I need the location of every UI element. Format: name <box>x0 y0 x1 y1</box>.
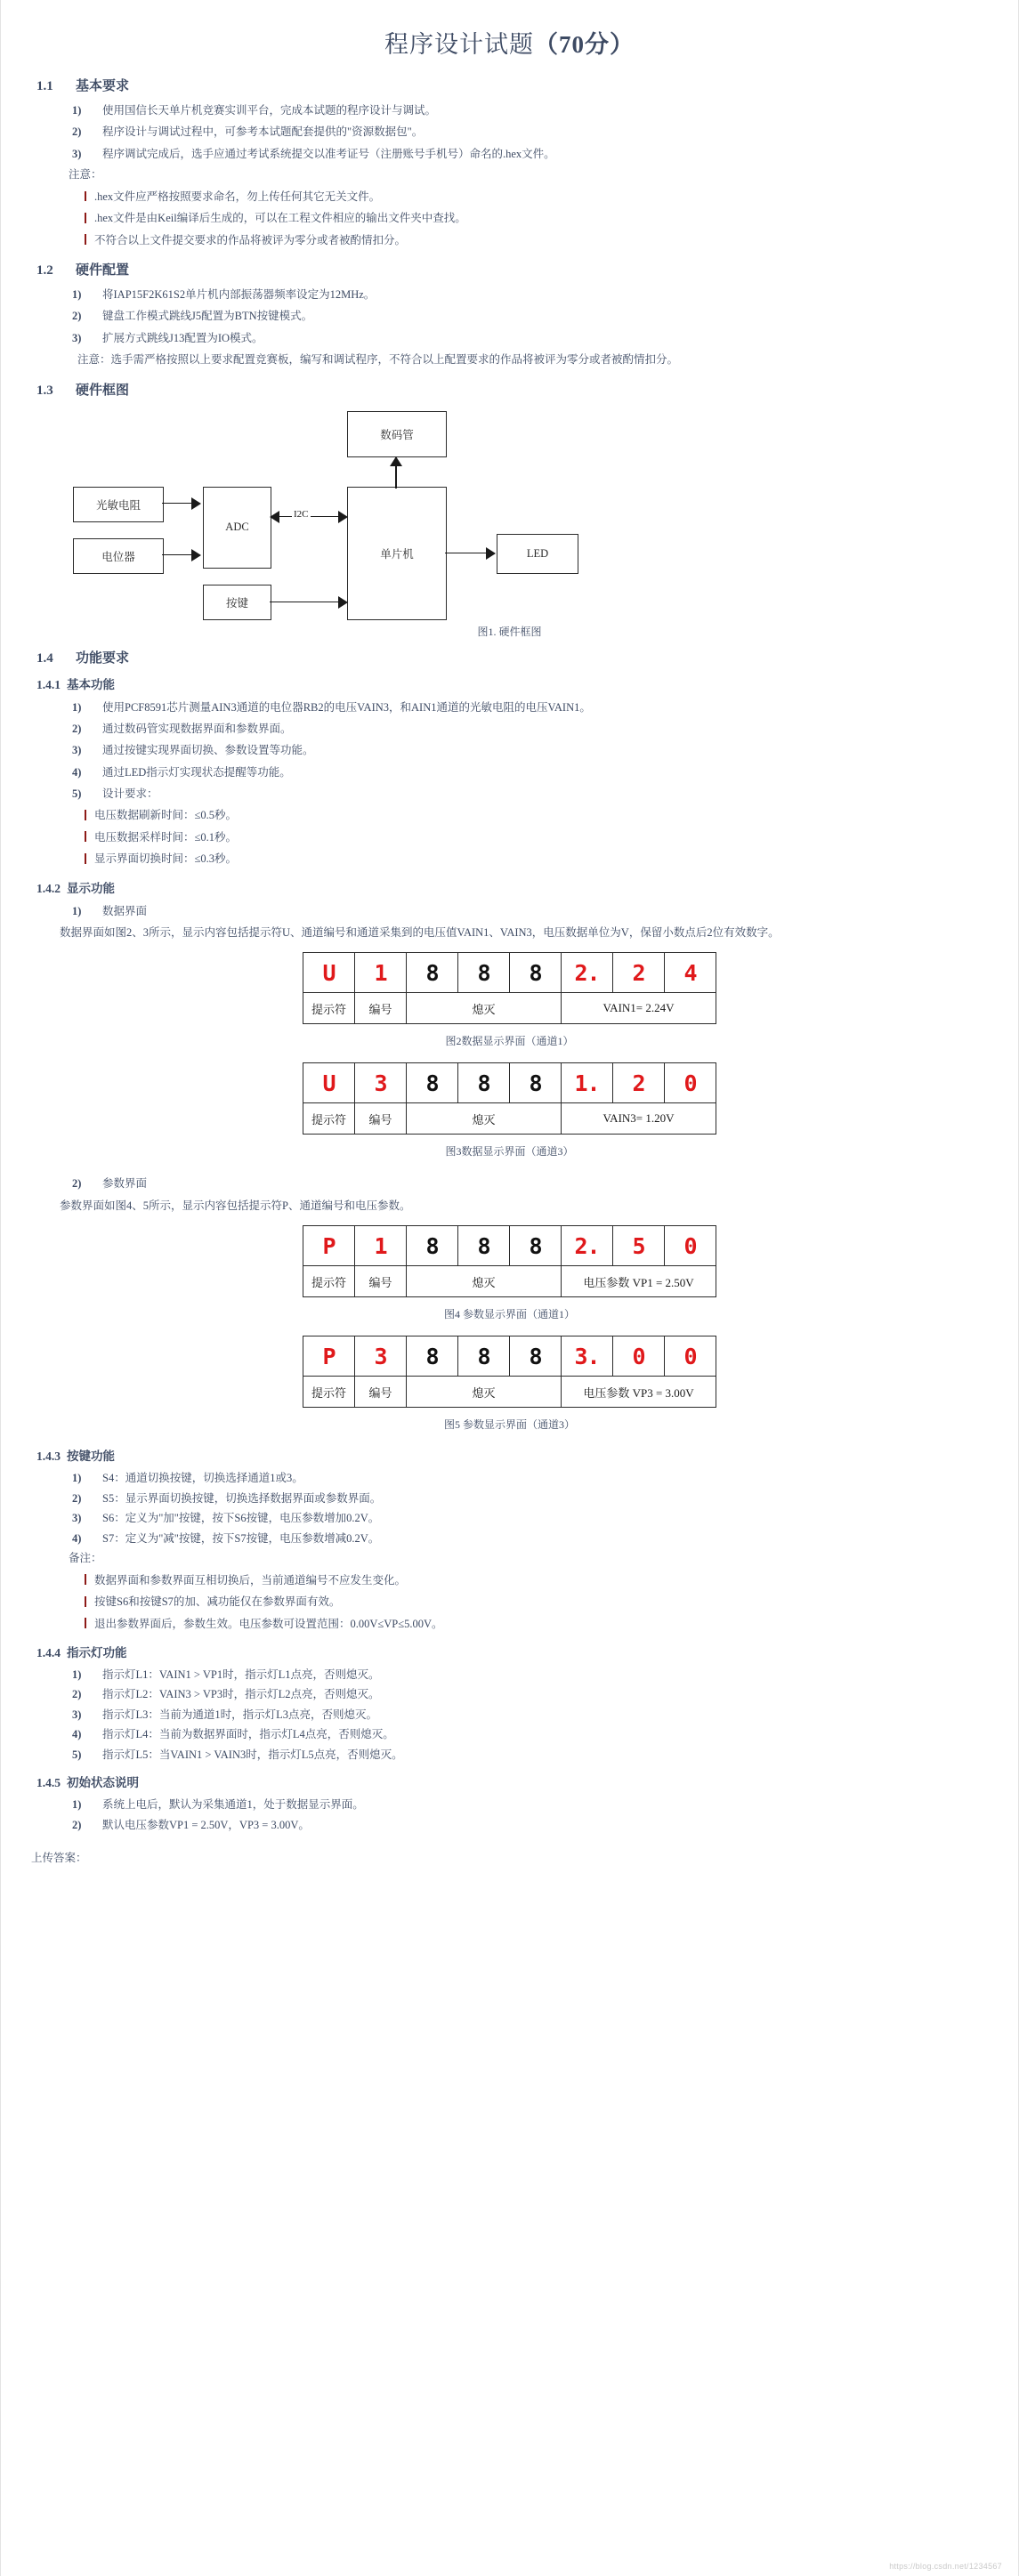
heading-1-4-1 <box>29 674 990 692</box>
seven-segment-table-fig3 <box>303 1062 716 1135</box>
list-1-4-3 <box>29 1468 990 1548</box>
list-text: 设计要求： <box>102 787 158 800</box>
segment-digit: 8 <box>510 1336 562 1377</box>
seven-segment-table-fig5 <box>303 1336 716 1408</box>
list-text: 系统上电后，默认为采集通道1，处于数据显示界面。 <box>102 1798 364 1812</box>
list-text: 指示灯L2：VAIN3 > VP3时，指示灯L2点亮，否则熄灭。 <box>102 1688 380 1701</box>
figure-1-caption: 图1. 硬件框图 <box>477 625 542 638</box>
heading-1-3 <box>29 380 990 399</box>
table-row <box>303 1266 716 1297</box>
list-item <box>72 1173 990 1194</box>
heading-1-4-4-number: 1.4.4 <box>36 1645 61 1659</box>
segment-digit: 5 <box>613 1226 665 1266</box>
list-item <box>72 1468 990 1489</box>
heading-1-4-number: 1.4 <box>36 650 53 666</box>
list-text: 键盘工作模式跳线J5配置为BTN按键模式。 <box>102 310 313 323</box>
segment-digit: 0 <box>665 1226 716 1266</box>
paragraph-param-screen: 参数界面如图4、5所示，显示内容包括提示符P、通道编号和电压参数。 <box>60 1199 411 1212</box>
figure-2-caption: 图2数据显示界面（通道1） <box>445 1035 574 1048</box>
list-text: S7：定义为"减"按键，按下S7按键，电压参数增减0.2V。 <box>102 1531 380 1545</box>
list-text: 扩展方式跳线J13配置为IO模式。 <box>102 331 263 344</box>
heading-1-4-3-text: 按键功能 <box>67 1450 115 1463</box>
list-item <box>72 1705 990 1725</box>
list-item <box>72 143 990 165</box>
note-label-1-1: 注意： <box>69 168 102 182</box>
figure-3-table-wrap <box>29 1062 990 1135</box>
list-text: 默认电压参数VP1 = 2.50V，VP3 = 3.00V。 <box>102 1818 310 1831</box>
list-text: 指示灯L1：VAIN1 > VP1时，指示灯L1点亮，否则熄灭。 <box>102 1668 380 1681</box>
page-title-main: 程序设计试题 <box>384 31 534 58</box>
segment-digit: 8 <box>407 1063 458 1103</box>
list-text: 使用国信长天单片机竞赛实训平台，完成本试题的程序设计与调试。 <box>102 104 437 117</box>
diagram-box-button-label: 按键 <box>225 596 248 610</box>
heading-1-4-2-text: 显示功能 <box>67 881 115 895</box>
list-1-4-4 <box>29 1665 990 1765</box>
figure-4-table-wrap <box>29 1225 990 1297</box>
segment-digit: 8 <box>407 1336 458 1377</box>
segment-digit: 0 <box>665 1063 716 1103</box>
bullet-item: .hex文件应严格按照要求命名，勿上传任何其它无关文件。 <box>85 186 990 207</box>
seven-segment-table-fig4 <box>303 1225 716 1297</box>
list-text: 通过数码管实现数据界面和参数界面。 <box>102 722 292 735</box>
segment-label: 电压参数 VP1 = 2.50V <box>562 1266 716 1297</box>
bullet-item: 电压数据刷新时间：≤0.5秒。 <box>85 804 990 826</box>
list-marker: 3) <box>72 744 82 757</box>
bullets-1-4-3 <box>29 1570 990 1635</box>
table-row <box>303 1063 716 1103</box>
list-item <box>72 1815 990 1836</box>
bullet-item: 电压数据采样时间：≤0.1秒。 <box>85 827 990 848</box>
table-row <box>303 1377 716 1408</box>
list-item <box>72 900 990 922</box>
list-text: S6：定义为"加"按键，按下S6按键，电压参数增加0.2V。 <box>102 1512 380 1524</box>
list-marker: 3) <box>72 147 82 160</box>
list-item <box>72 1665 990 1685</box>
diagram-box-led <box>497 534 578 574</box>
list-text: 使用PCF8591芯片测量AIN3通道的电位器RB2的电压VAIN3，和AIN1通道的光敏电阻的电压VAIN1。 <box>102 700 591 714</box>
list-item <box>72 718 990 739</box>
heading-1-4 <box>29 648 990 666</box>
bullet-item: 显示界面切换时间：≤0.3秒。 <box>85 848 990 869</box>
list-item <box>72 1745 990 1765</box>
figure-4-caption: 图4 参数显示界面（通道1） <box>443 1308 575 1320</box>
list-item <box>72 697 990 718</box>
diagram-connector <box>270 602 339 603</box>
list-item <box>72 1529 990 1549</box>
heading-1-4-3-number: 1.4.3 <box>36 1450 61 1463</box>
table-row <box>303 993 716 1024</box>
diagram-box-potentiometer-label: 电位器 <box>101 550 135 563</box>
list-text: 通过按键实现界面切换、参数设置等功能。 <box>102 744 314 757</box>
list-marker: 4) <box>72 765 82 779</box>
bullets-1-4-1 <box>29 804 990 869</box>
heading-1-3-text: 硬件框图 <box>76 383 130 398</box>
segment-label: 熄灭 <box>407 993 562 1024</box>
diagram-connector <box>162 554 193 556</box>
segment-digit: 2. <box>562 953 613 993</box>
segment-digit: 1 <box>355 1226 407 1266</box>
heading-1-2-number: 1.2 <box>36 263 53 278</box>
segment-digit: 2 <box>613 953 665 993</box>
heading-1-4-text: 功能要求 <box>76 650 130 666</box>
segment-label: 提示符 <box>303 993 355 1024</box>
list-marker: 1) <box>72 288 82 301</box>
diagram-arrow-icon <box>191 497 201 510</box>
segment-digit: 8 <box>407 1226 458 1266</box>
list-1-2 <box>29 284 990 349</box>
diagram-box-display <box>347 411 447 457</box>
segment-digit: 1. <box>562 1063 613 1103</box>
bullet-item: 不符合以上文件提交要求的作品将被评为零分或者被酌情扣分。 <box>85 230 990 251</box>
segment-digit: 2 <box>613 1063 665 1103</box>
segment-digit: 8 <box>458 1226 510 1266</box>
list-item <box>72 1684 990 1705</box>
list-item <box>72 739 990 761</box>
diagram-connector <box>162 503 193 505</box>
list-item <box>72 327 990 349</box>
segment-digit: P <box>303 1226 355 1266</box>
upload-answer-label: 上传答案： <box>31 1852 87 1865</box>
segment-label: VAIN1= 2.24V <box>562 993 716 1024</box>
list-1-1 <box>29 100 990 165</box>
segment-digit: 0 <box>665 1336 716 1377</box>
list-text: S4：通道切换按键，切换选择通道1或3。 <box>102 1472 303 1484</box>
segment-label: 电压参数 VP3 = 3.00V <box>562 1377 716 1408</box>
list-marker: 5) <box>72 1748 82 1761</box>
heading-1-2-text: 硬件配置 <box>76 263 130 278</box>
list-text: 数据界面 <box>102 904 148 917</box>
segment-label: 编号 <box>355 1103 407 1135</box>
list-1-4-2-b <box>29 1173 990 1194</box>
segment-digit: 8 <box>407 953 458 993</box>
table-row <box>303 953 716 993</box>
bullet-item: 数据界面和参数界面互相切换后，当前通道编号不应发生变化。 <box>85 1570 990 1591</box>
heading-1-4-4-text: 指示灯功能 <box>67 1645 127 1659</box>
diagram-box-button <box>203 585 271 620</box>
diagram-box-potentiometer <box>73 538 164 574</box>
list-marker: 2) <box>72 1177 82 1191</box>
diagram-arrow-icon <box>270 511 279 523</box>
segment-digit: 8 <box>458 1063 510 1103</box>
heading-1-4-5-text: 初始状态说明 <box>67 1776 139 1790</box>
list-marker: 1) <box>72 700 82 714</box>
list-item <box>72 1489 990 1509</box>
segment-digit: U <box>303 953 355 993</box>
segment-digit: 8 <box>510 1226 562 1266</box>
diagram-box-mcu <box>347 487 447 620</box>
heading-1-1-text: 基本要求 <box>76 79 130 93</box>
list-marker: 3) <box>72 331 82 344</box>
diagram-arrow-icon <box>390 456 402 466</box>
segment-digit: 4 <box>665 953 716 993</box>
diagram-connector <box>445 553 488 554</box>
diagram-box-mcu-label: 单片机 <box>380 547 414 561</box>
heading-1-3-number: 1.3 <box>36 383 53 398</box>
segment-digit: U <box>303 1063 355 1103</box>
segment-digit: 3 <box>355 1336 407 1377</box>
list-marker: 1) <box>72 1798 82 1812</box>
list-text: 通过LED指示灯实现状态提醒等功能。 <box>102 765 291 779</box>
heading-1-4-4 <box>29 1643 990 1660</box>
list-text: 指示灯L5：当VAIN1 > VAIN3时，指示灯L5点亮，否则熄灭。 <box>102 1748 403 1761</box>
list-marker: 3) <box>72 1512 82 1524</box>
list-marker: 2) <box>72 125 82 139</box>
list-item <box>72 1795 990 1815</box>
segment-digit: 3. <box>562 1336 613 1377</box>
list-marker: 2) <box>72 1818 82 1831</box>
diagram-box-photoresistor-label: 光敏电阻 <box>95 498 141 512</box>
heading-1-4-5-number: 1.4.5 <box>36 1776 61 1790</box>
segment-label: 提示符 <box>303 1377 355 1408</box>
segment-label: 提示符 <box>303 1266 355 1297</box>
list-marker: 2) <box>72 722 82 735</box>
list-marker: 1) <box>72 1668 82 1681</box>
segment-label: 熄灭 <box>407 1377 562 1408</box>
hardware-block-diagram <box>53 411 966 620</box>
list-1-4-2-a <box>29 900 990 922</box>
segment-digit: P <box>303 1336 355 1377</box>
list-item <box>72 1724 990 1745</box>
page-title-score: （70分） <box>534 31 635 58</box>
list-item <box>72 284 990 305</box>
diagram-bus-label: I2C <box>294 508 309 520</box>
segment-digit: 3 <box>355 1063 407 1103</box>
heading-1-4-2-number: 1.4.2 <box>36 881 61 895</box>
diagram-arrow-icon <box>338 596 348 609</box>
list-marker: 2) <box>72 1491 82 1505</box>
bullet-item: 按键S6和按键S7的加、减功能仅在参数界面有效。 <box>85 1591 990 1612</box>
list-marker: 4) <box>72 1531 82 1545</box>
diagram-box-adc-label: ADC <box>225 521 249 533</box>
page-title <box>29 25 990 60</box>
list-marker: 1) <box>72 1472 82 1484</box>
diagram-box-photoresistor <box>73 487 164 522</box>
bullets-1-1 <box>29 186 990 251</box>
diagram-box-led-label: LED <box>526 546 549 560</box>
segment-digit: 1 <box>355 953 407 993</box>
list-item <box>72 1508 990 1529</box>
note-1-2: 注意：选手需严格按照以上要求配置竞赛板，编写和调试程序，不符合以上配置要求的作品将被评为零分或者被酌情扣分。 <box>77 353 679 367</box>
list-marker: 1) <box>72 904 82 917</box>
list-1-4-5 <box>29 1795 990 1835</box>
figure-3-caption: 图3数据显示界面（通道3） <box>445 1145 574 1159</box>
bullet-item: 退出参数界面后，参数生效。电压参数可设置范围：0.00V≤VP≤5.00V。 <box>85 1613 990 1635</box>
segment-label: 熄灭 <box>407 1266 562 1297</box>
list-marker: 1) <box>72 104 82 117</box>
list-item <box>72 783 990 804</box>
heading-1-1-number: 1.1 <box>36 79 53 93</box>
diagram-box-display-label: 数码管 <box>380 428 414 441</box>
segment-digit: 0 <box>613 1336 665 1377</box>
figure-2-table-wrap <box>29 952 990 1024</box>
diagram-arrow-icon <box>486 547 496 560</box>
heading-1-4-1-number: 1.4.1 <box>36 677 61 691</box>
segment-label: 熄灭 <box>407 1103 562 1135</box>
paragraph-data-screen: 数据界面如图2、3所示，显示内容包括提示符U、通道编号和通道采集到的电压值VAIN1、VAIN3，电压数据单位为V，保留小数点后2位有效数字。 <box>60 925 780 939</box>
segment-digit: 8 <box>458 1336 510 1377</box>
seven-segment-table-fig2 <box>303 952 716 1024</box>
list-text: 程序调试完成后，选手应通过考试系统提交以准考证号（注册账号手机号）命名的.hex文件。 <box>102 147 555 160</box>
figure-5-caption: 图5 参数显示界面（通道3） <box>443 1418 575 1431</box>
segment-label: 编号 <box>355 1266 407 1297</box>
diagram-box-adc <box>203 487 271 569</box>
list-text: 将IAP15F2K61S2单片机内部振荡器频率设定为12MHz。 <box>102 288 376 301</box>
list-1-4-1 <box>29 697 990 805</box>
diagram-connector <box>395 466 397 489</box>
heading-1-4-2 <box>29 878 990 896</box>
heading-1-4-3 <box>29 1446 990 1464</box>
segment-digit: 8 <box>510 1063 562 1103</box>
list-item <box>72 305 990 327</box>
list-item <box>72 100 990 121</box>
segment-label: 提示符 <box>303 1103 355 1135</box>
bullet-item: .hex文件是由Keil编译后生成的，可以在工程文件相应的输出文件夹中查找。 <box>85 207 990 229</box>
heading-1-2 <box>29 260 990 279</box>
heading-1-4-1-text: 基本功能 <box>67 677 115 691</box>
list-marker: 3) <box>72 1708 82 1721</box>
diagram-arrow-icon <box>338 511 348 523</box>
list-text: 指示灯L3：当前为通道1时，指示灯L3点亮，否则熄灭。 <box>102 1708 378 1721</box>
segment-digit: 8 <box>458 953 510 993</box>
list-text: 程序设计与调试过程中，可参考本试题配套提供的"资源数据包"。 <box>102 125 424 139</box>
watermark-text: https://blog.csdn.net/1234567 <box>889 2562 1002 2571</box>
segment-digit: 2. <box>562 1226 613 1266</box>
table-row <box>303 1103 716 1135</box>
list-marker: 5) <box>72 787 82 800</box>
table-row <box>303 1336 716 1377</box>
diagram-arrow-icon <box>191 549 201 561</box>
heading-1-1 <box>29 76 990 94</box>
list-marker: 2) <box>72 310 82 323</box>
list-marker: 4) <box>72 1728 82 1741</box>
segment-digit: 8 <box>510 953 562 993</box>
note-label-1-4-3: 备注： <box>69 1552 102 1564</box>
table-row <box>303 1226 716 1266</box>
list-marker: 2) <box>72 1688 82 1701</box>
list-item <box>72 121 990 142</box>
list-item <box>72 762 990 783</box>
list-text: 参数界面 <box>102 1177 148 1191</box>
heading-1-4-5 <box>29 1773 990 1790</box>
list-text: 指示灯L4：当前为数据界面时，指示灯L4点亮，否则熄灭。 <box>102 1728 394 1741</box>
list-text: S5：显示界面切换按键，切换选择数据界面或参数界面。 <box>102 1491 382 1505</box>
segment-label: 编号 <box>355 1377 407 1408</box>
segment-label: 编号 <box>355 993 407 1024</box>
figure-5-table-wrap <box>29 1336 990 1408</box>
segment-label: VAIN3= 1.20V <box>562 1103 716 1135</box>
